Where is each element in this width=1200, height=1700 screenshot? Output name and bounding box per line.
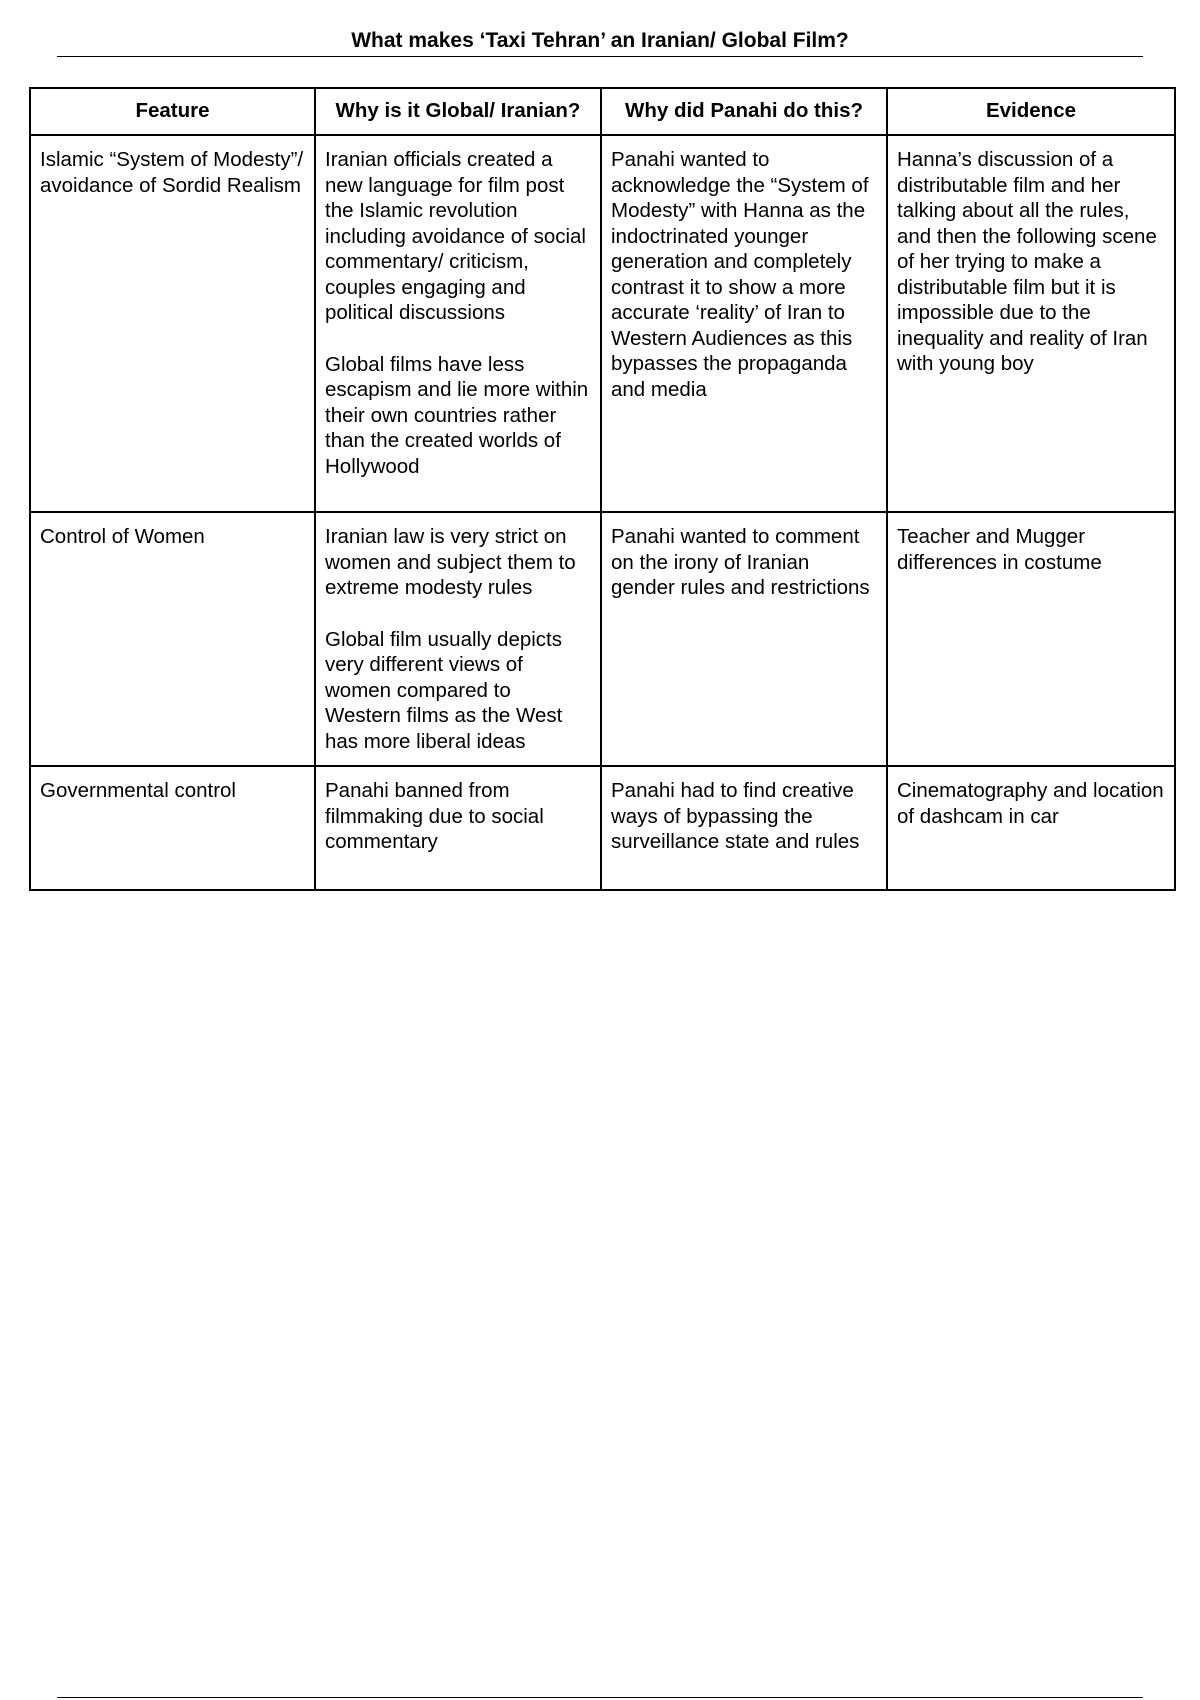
why-panahi-cell: Panahi wanted to acknowledge the “System of Modesty” with Hanna as the indoctrinated younger generation and completely contrast it to show a more accurate ‘reality’ of Iran to Western Audiences as this bypasses the propaganda and media [601, 135, 887, 512]
header-why-panahi: Why did Panahi do this? [601, 88, 887, 135]
feature-table [29, 87, 1176, 891]
feature-cell: Governmental control [30, 766, 315, 890]
document-title: What makes ‘Taxi Tehran’ an Iranian/ Global Film? [351, 29, 849, 52]
table-row [30, 512, 1175, 766]
header-feature: Feature [30, 88, 315, 135]
why-global-cell [315, 766, 601, 890]
why-panahi-cell: Panahi had to find creative ways of bypassing the surveillance state and rules [601, 766, 887, 890]
why-global-cell [315, 135, 601, 512]
table-row [30, 135, 1175, 512]
feature-cell: Control of Women [30, 512, 315, 766]
header-evidence: Evidence [887, 88, 1175, 135]
table-row [30, 766, 1175, 890]
why-global-paragraph: Panahi banned from filmmaking due to social commentary [325, 779, 544, 853]
why-global-paragraph: Iranian law is very strict on women and subject them to extreme modesty rules [325, 525, 576, 599]
why-global-paragraph: Global film usually depicts very different views of women compared to Western films as the West has more liberal ideas [325, 627, 563, 753]
evidence-cell: Cinematography and location of dashcam in car [887, 766, 1175, 890]
table-header-row [30, 88, 1175, 135]
evidence-cell: Teacher and Mugger differences in costume [887, 512, 1175, 766]
why-panahi-cell: Panahi wanted to comment on the irony of Iranian gender rules and restrictions [601, 512, 887, 766]
why-global-paragraph: Iranian officials created a new language for film post the Islamic revolution including avoidance of social commentary/ criticism, couples engaging and political discussions [325, 148, 586, 324]
feature-cell: Islamic “System of Modesty”/ avoidance of Sordid Realism [30, 135, 315, 512]
why-global-cell [315, 512, 601, 766]
evidence-cell: Hanna’s discussion of a distributable film and her talking about all the rules, and then the following scene of her trying to make a distributable film but it is impossible due to the inequality and reality of Iran with young boy [887, 135, 1175, 512]
why-global-paragraph: Global films have less escapism and lie more within their own countries rather than the created worlds of Hollywood [325, 352, 589, 478]
header-rule [57, 56, 1143, 57]
footer-rule [57, 1697, 1143, 1698]
header-why-global-iranian: Why is it Global/ Iranian? [315, 88, 601, 135]
